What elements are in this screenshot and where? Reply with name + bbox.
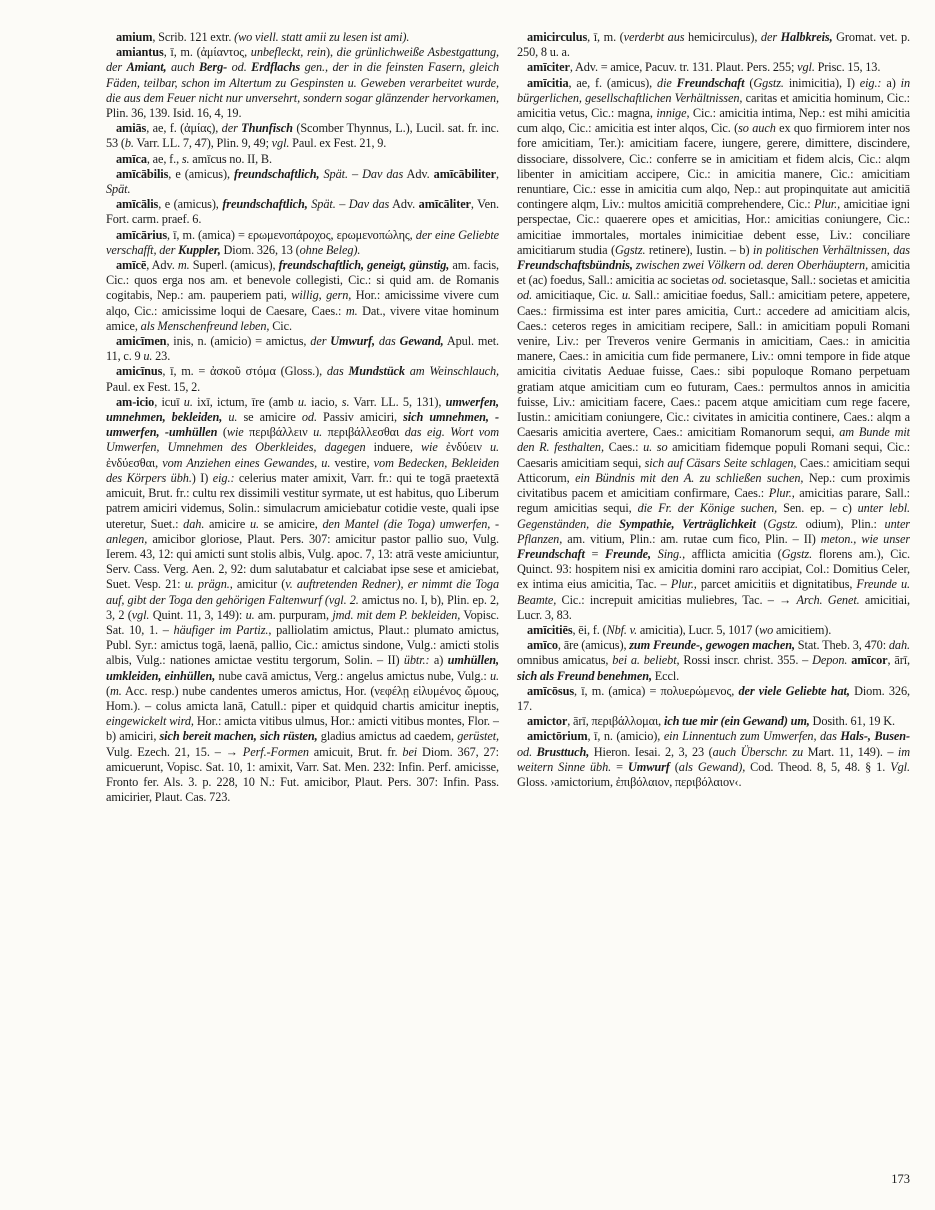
entry-text: od. [301, 410, 317, 425]
entry-text: nube cavā amictus, Verg.: angelus amictus nube, Vulg.: [215, 668, 490, 683]
entry-text: amicitiai, Lucr. 3, 83. [517, 592, 910, 622]
entry-text: Thunfisch [241, 121, 293, 136]
entry-text: auch Überschr. zu [712, 744, 804, 759]
entry-text: se amicire, [259, 516, 323, 531]
entry-text: der [221, 121, 242, 136]
headword: am-icio [116, 394, 155, 409]
dictionary-entry-amico [517, 638, 910, 684]
entry-text: u. [183, 394, 193, 409]
entry-text: Ggstz. [767, 516, 798, 531]
entry-text: zum Freunde-, gewogen machen, [629, 638, 795, 653]
entry-text: Dav das [362, 166, 404, 181]
entry-text: Mart. 11, 149). – [803, 744, 898, 759]
entry-text: verderbt aus [623, 30, 685, 44]
entry-text: odium), Plin.: [797, 516, 885, 531]
entry-text: wo [759, 622, 774, 637]
entry-text: dah. [183, 516, 205, 531]
entry-text: Prisc. 15, 13. [814, 60, 881, 75]
entry-text: Sall.: amicitiae foedus, Sall.: amicitiam petere, appetere, Caes.: firmissima est inter pares amicitia, Curt.: accedere ad amicitiam alcis, Caes.: ceteros reges in amicitiam recipere, Sall.: in amicitiam populi Romani venire, Liv.: per Treveros venire Germanis in amicitiam, Caes.: in amicitia manere, Caes.: in amicitia cum fide permanere, Liv.: omni tempore in fide atque amicitia civitatis Aeduae fuisse, Caes.: sibi populoque Romano perpetuam gratiam atque amicitiam cum eo futuram, Caes.: permultos annos in amicitia fuisse, Liv.: amicitiam facere, Caes.: pacem atque amicitiam cum rege facere, Iustin.: amicitiam coniungere, Cic.: civitates in amicitia continere, Caes.: alqm a Caesaris amicitia avertere, Caes.: amicitiam Romanorum sequi, [517, 288, 910, 440]
entry-text: Paul. ex Fest. 21, 9. [289, 136, 387, 151]
entry-text: Dat., vivere vitae hominum amice, [106, 303, 499, 333]
headword: amicīnus [116, 364, 163, 379]
entry-text: vgl. [131, 607, 150, 622]
headword: amictōrium [527, 729, 588, 744]
entry-text: der viele Geliebte hat, [738, 683, 850, 698]
dictionary-entry-am-icio [106, 395, 499, 805]
entry-text: inimicitia), I) [783, 75, 860, 90]
entry-text: (Scomber Thynnus, L.), Lucil. sat. fr. inc. 53 ( [106, 121, 499, 151]
entry-text: gladius amictus ad caedem, [317, 729, 458, 744]
entry-text: ohne Beleg). [299, 242, 361, 257]
entry-text: gerüstet, [457, 729, 499, 744]
entry-text: gen., der in die feinsten Fasern, gleich Fäden, teilbar, schon im Altertum zu Gespinsten u. Geweben verarbeitet wurde, die aus dem Feuer nicht nur unversehrt, sondern sogar glänzender hervorkamen, [106, 60, 499, 105]
entry-text: Halbkreis, [780, 30, 833, 44]
entry-text: Plur., [814, 197, 841, 212]
entry-text: amicibor gloriose, Plaut. Pers. 307: amicitur pastor pallio suo, Vulg. Ierem. 43, 12: qui amicti sunt stolis albis, Vulg. apoc. 7, 13: atrā veste amiciuntur, Serv. Cass. Verg. Aen. 2, 92: dum salutabatur et calciabat ipse sese et amiciebat, Suet. Vesp. 21: [106, 531, 499, 592]
headword: amīcōsus [527, 683, 575, 698]
entry-text: caritas et amicitia hominum, Cic.: amicitia vetus, Cic.: magna, [517, 90, 910, 121]
entry-text: u. [249, 516, 259, 531]
entry-text: der [760, 30, 781, 44]
entry-text: der [310, 334, 331, 349]
entry-text: willig, gern, [291, 288, 352, 303]
entry-text: Caes.: [603, 440, 644, 455]
entry-text: als Gewand), [678, 759, 746, 774]
entry-text: u. prägn., [184, 577, 233, 592]
entry-text: u. so [643, 440, 668, 455]
entry-text: ἐνδύεσθαι, [106, 455, 163, 470]
entry-text: u. [313, 425, 323, 440]
entry-text: amicitiaque, Cic. [532, 288, 622, 303]
entry-text: ἐνδύειν [437, 440, 490, 455]
entry-text: iacio, [306, 394, 342, 409]
entry-text: die grünlichweiße Asbestgattung, der [106, 45, 499, 75]
entry-text: am. purpuram, [254, 607, 333, 622]
entry-text: der eine Geliebte verschafft, der [106, 227, 499, 257]
entry-text: eig.: [859, 75, 882, 90]
entry-text: Cod. Theod. 8, 5, 48. § 1. [745, 759, 891, 774]
dictionary-entry-amicarius [106, 228, 499, 258]
entry-text: hemicirculus), [684, 30, 761, 44]
entry-text: Freunde, [604, 546, 651, 561]
entry-text: die Fr. der Könige suchen, [637, 501, 778, 516]
entry-text: Paul. ex Fest. 15, 2. [106, 379, 201, 394]
dictionary-entry-amictorium [517, 729, 910, 790]
entry-text: Kuppler, [178, 242, 221, 257]
entry-text: , ī, m. ( [587, 30, 624, 44]
entry-text: Hor.: amicissime vivere cum alqo, Cic.: amicissime loqui de Caesare, Caes.: [106, 288, 499, 318]
entry-text: Spät. [106, 182, 131, 197]
entry-text: so auch [738, 121, 776, 136]
right-text-column [517, 30, 910, 1180]
entry-text: Spät. [311, 197, 336, 212]
entry-text: Freundschaftsbündnis, [517, 258, 633, 273]
entry-text: Freundschaft [676, 75, 745, 90]
entry-text: Freunde u. Beamte, [517, 577, 910, 607]
entry-text: vom Anziehen eines Gewandes, [162, 455, 318, 470]
entry-text: Gloss. ›amictorium, ἐπιβόλαιον, περιβόλαιον‹. [517, 774, 742, 789]
entry-text: sich auf Cäsars Seite schlagen, [644, 455, 797, 470]
entry-text: od. [711, 273, 727, 288]
entry-text: , ī, m. = ἀσκοῦ στόμα (Gloss.), [162, 364, 327, 379]
entry-text: u. [321, 455, 331, 470]
entry-text: amicitiem). [773, 622, 832, 637]
entry-text: = [611, 759, 628, 774]
entry-text: u. [143, 349, 153, 364]
entry-text: ein Linnentuch zum Umwerfen, das [663, 729, 841, 744]
entry-text: a) [429, 653, 448, 668]
headword: amīcitia [527, 75, 569, 90]
entry-text: περιβάλλεσθαι [322, 425, 405, 440]
entry-text: meton., wie unser [820, 531, 910, 546]
entry-text: in politischen Verhältnissen, [752, 242, 890, 257]
entry-text: Acc. resp.) nube candentes umeros amictus, Hor. (νεφέλῃ εἰλυμένος ὤμους, Hom.). – colus amicta lanā, Catull.: piper et quidquid chartis amicitur ineptis, [106, 683, 499, 713]
entry-text: sich umnehmen, -umwerfen, -umhüllen [106, 410, 499, 440]
entry-text: s. [341, 394, 350, 409]
entry-text: Nbf. v. [606, 622, 638, 637]
entry-text: wie [226, 425, 244, 440]
entry-text: Quint. 11, 3, 149): [149, 607, 246, 622]
entry-text: amicire [204, 516, 250, 531]
headword: amīcārius [116, 227, 168, 242]
entry-text: , e (amicus), [158, 197, 223, 212]
entry-text: – [347, 166, 363, 181]
entry-text: , Adv. = amice, Pacuv. tr. 131. Plaut. Pers. 255; [569, 60, 798, 75]
entry-text: Caes.: amicitiam sequi Atticorum, [517, 455, 910, 485]
entry-text: zwischen zwei Völkern od. deren Oberhäuptern, [632, 258, 869, 273]
dictionary-entry-amicities [517, 623, 910, 638]
entry-text: amicitia), Lucr. 5, 1017 ( [637, 622, 760, 637]
entry-text: als Menschenfreund leben, [140, 318, 270, 333]
entry-text: unter Pflanzen, [517, 516, 910, 546]
entry-text: Umwurf, [330, 334, 376, 349]
dictionary-entry-amiantus [106, 45, 499, 121]
entry-text: Freundschaft [517, 546, 585, 561]
dictionary-entry-amicalis [106, 197, 499, 227]
entry-text: Varr. LL. 7, 47), Plin. 9, 49; [133, 136, 272, 151]
entry-text: ) I) [191, 470, 213, 485]
entry-text: Hals-, Busen- [840, 729, 910, 744]
entry-text: amicitiae igni perspectae, Cic.: quaerere opes et amicitias, Hor.: amicitias coniungere, Cic.: amicitiae immortales, mortales inimicitiae debent esse, Liv.: conciliare amicitiarum studia ( [517, 197, 910, 257]
entry-text: ( [755, 516, 768, 531]
entry-text: se amicire [237, 410, 302, 425]
entry-text: eingewickelt wird, [106, 714, 194, 729]
entry-text: Sympathie, Verträglichkeit [619, 516, 756, 531]
entry-text: – [335, 197, 349, 212]
entry-text: amicitias parare, Sall.: regum amicitias sequi, [517, 486, 910, 516]
entry-text: Eccl. [651, 668, 680, 683]
entry-text: amicitiam fidemque populi Romani sequi, Cic.: Caesaris amicitiam sequi, [517, 440, 910, 470]
entry-text: m. [345, 303, 358, 318]
entry-text: Passiv amiciri, [316, 410, 404, 425]
entry-text: Varr. LL. 5, 131), [349, 394, 446, 409]
entry-text: ein Bündnis mit den A. zu schließen suchen, [575, 470, 804, 485]
dictionary-entry-amice [106, 258, 499, 334]
entry-text: innige, [656, 106, 690, 121]
entry-text: in bürgerlichen, gesellschaftlichen Verhältnissen, [517, 75, 910, 105]
headword: amictor [527, 714, 568, 729]
entry-text: amīcus no. II, B. [189, 151, 272, 166]
entry-text: , ēi, f. ( [572, 622, 607, 637]
entry-text: , āre (amicus), [557, 638, 630, 653]
entry-text: afflicta amicitia ( [685, 546, 782, 561]
entry-text: Cic.: increpuit amicitias muliebres, Tac. – → [556, 592, 797, 607]
entry-text: b. [124, 136, 134, 151]
headword: amiās [116, 121, 147, 136]
entry-text: am. vitium, Plin.: am. rutae cum fico, Plin. – II) [562, 531, 821, 546]
entry-text: Cic. [269, 318, 292, 333]
entry-text: ex quo firmiorem inter nos fore amicitiam, Ter.): amicitiam facere, iungere, gerere, dimittere, discindere, dissociare, dissolvere, Cic.: conferre se in amicitiam et fidem alcis, Cic.: alqm libenter in amicitiam accipere, Cic.: in amicitia manere, Cic.: amicitiam renuntiare, Cic.: esse in amicitia cum alqo, Nep.: aut propinquitate aut amicitiā contingere alqm, Liv.: multos amicitiā comprehendere, Cic.: [517, 121, 910, 212]
entry-text: er nimmt die Toga auf, gibt der Toga den gehörigen Faltenwurf (vgl. 2. [106, 577, 499, 607]
entry-text: bei [402, 744, 418, 759]
entry-text: Amiant, [126, 60, 167, 75]
entry-text: im weitern Sinne übh. [517, 744, 910, 774]
dictionary-entry-amiciter [517, 60, 910, 75]
headword: amicirculus [527, 30, 588, 44]
entry-text: u. [489, 440, 499, 455]
page-number: 173 [891, 1172, 910, 1186]
entry-text: auch [166, 60, 199, 75]
entry-text: Berg- [198, 60, 228, 75]
headword: amīciter [527, 60, 570, 75]
entry-text: Gromat. vet. p. 250, 8 u. a. [517, 30, 910, 60]
entry-text: Stat. Theb. 3, 470: [794, 638, 889, 653]
entry-text: , ae, f. (amicus), [568, 75, 658, 90]
dictionary-entry-amium [106, 30, 499, 45]
entry-text: übtr.: [403, 653, 430, 668]
entry-text: ( [744, 75, 754, 90]
entry-text: u. [245, 607, 255, 622]
entry-text: ich tue mir (ein Gewand) um, [663, 714, 810, 729]
entry-text: ( [106, 683, 110, 698]
entry-text: , ārī, [887, 653, 910, 668]
entry-text: Cic.: amicitia intima, Nep.: est mihi amicitia cum alqo, Cic.: amicitia est inter alqos, Cic. ( [517, 106, 910, 136]
entry-text: vgl. [797, 60, 815, 75]
entry-text: m. [177, 258, 190, 273]
headword: amīcābiliter [433, 166, 496, 181]
entry-text: Adv. [389, 197, 419, 212]
entry-text: umhüllen, umkleiden, einhüllen, [106, 653, 499, 683]
entry-text: freundschaftlich, [234, 166, 320, 181]
entry-text: Dav das [348, 197, 390, 212]
entry-text: am. facis, Cic.: quos erga nos am. et benevole collegisti, Cic.: si quid am. de Romanis cogitabis, Nep.: am. pauperiem pati, [106, 258, 499, 303]
entry-text: das [326, 364, 349, 379]
entry-text: amicuit, Brut. fr. [308, 744, 403, 759]
entry-text: u. [489, 668, 499, 683]
entry-text: unter lebl. Gegenständen, die [517, 501, 910, 531]
entry-text: Gewand, [399, 334, 444, 349]
entry-text: freundschaftlich, geneigt, günstig, [278, 258, 450, 273]
entry-text: ( [217, 425, 227, 440]
entry-text: Arch. Genet. [796, 592, 860, 607]
headword: amīcālis [116, 197, 159, 212]
dictionary-entry-amicosus [517, 684, 910, 714]
dictionary-entry-amicimen [106, 334, 499, 364]
headword: amiantus [116, 45, 164, 60]
entry-text: m. [110, 683, 122, 698]
entry-text: , ae, f., [146, 151, 182, 166]
entry-text: Plin. 36, 139. Isid. 16, 4, 19. [106, 106, 242, 121]
entry-text: , e (amicus), [168, 166, 235, 181]
dictionary-entry-amictor [517, 714, 910, 729]
entry-text: ), [325, 45, 337, 60]
entry-text: Vgl. [890, 759, 910, 774]
entry-text: sich bereit machen, sich rüsten, [159, 729, 318, 744]
entry-text: Vulg. Ezech. 21, 15. – → [106, 744, 243, 759]
entry-text: sich als Freund benehmen, [517, 668, 652, 683]
headword: amīco [527, 638, 558, 653]
headword: amīcor [851, 653, 888, 668]
entry-text: , ī, m. (amica) = πολυερώμενος, [574, 683, 739, 698]
entry-text: Ggstz. [781, 546, 813, 561]
entry-text: parcet amicitiis et dignitatibus, [696, 577, 857, 592]
entry-text: , Adv. [146, 258, 178, 273]
entry-text: , [496, 166, 499, 181]
entry-text: , ī, m. (ἀμίαντος, [163, 45, 251, 60]
entry-text: = [584, 546, 605, 561]
dictionary-entry-amias [106, 121, 499, 151]
entry-text: celerius mater amixit, Varr. fr.: qui te togā praetextā amicuit, Brut. fr.: cultu rex dissimili vestitur syrmate, ut est habitus, quo Liberum patrem amiciri videmus, Solin.: simulacrum amiciebatur cotidie veste, quali ipse uteretur, Suet.: [106, 470, 499, 531]
entry-text: freundschaftlich, [222, 197, 308, 212]
entry-text: , ī, n. (amicio), [587, 729, 664, 744]
dictionary-entry-amicabilis [106, 167, 499, 197]
entry-text: vgl. [271, 136, 290, 151]
entry-text: Superl. (amicus), [189, 258, 279, 273]
headword: amīcitiēs [527, 622, 573, 637]
entry-text: florens am.), Cic. Quinct. 93: hospitem nisi ex amicitia domini raro accipiat, Col.: Domitius Celer, ex intima eius amicitia, Tac. – [517, 546, 910, 592]
entry-text: Perf.-Formen [242, 744, 309, 759]
entry-text: Umwurf [627, 759, 670, 774]
entry-text: das [893, 242, 910, 257]
entry-text: Nep.: cum proximis civitatibus pacem et amicitiam confirmare, Caes.: [517, 470, 910, 501]
entry-text: od. [517, 288, 533, 303]
entry-text: umwerfen, umnehmen, bekleiden, [106, 394, 499, 425]
entry-text: Hor.: amicta vitibus ulmus, Hor.: amicti vitibus montes, Flor. – b) amiciri, [106, 714, 499, 744]
entry-text: vom Bedecken, Bekleiden des Körpers übh. [106, 455, 499, 485]
entry-text: u. [621, 288, 631, 303]
entry-text: Rossi inscr. christ. 355. – [679, 653, 813, 668]
entry-text: Ggstz. [614, 242, 646, 257]
dictionary-entry-amicitia [517, 76, 910, 623]
entry-text: amicitia et (ac) foedus, Sall.: amicitia ac societas [517, 258, 910, 288]
entry-text: Diom. 326, 13 ( [220, 242, 300, 257]
left-text-column [106, 30, 499, 1180]
entry-text: Diom. 367, 27: amicuerunt, Vopisc. Sat. 10, 1: amixit, Varr. Sat. Men. 232: Infin. Perf. amicisse, Fronto fer. Als. 3. p. 228, 10 N.: Fut. amicibor, Plaut. Pers. 307: Infin. Pass. amicirier, Plaut. Cas. 723. [106, 744, 499, 805]
entry-text: , icuī [154, 394, 184, 409]
entry-text: ixī, ictum, īre (amb [192, 394, 298, 409]
entry-text: , ārī, περιβάλλομαι, [567, 714, 664, 729]
entry-text: das eig. Wort vom Umwerfen, Umnehmen des Oberkleides, dagegen [106, 425, 499, 455]
entry-text: palliolatim amictus, Plaut.: plumato amictus, Publ. Syr.: amictus togā, laenā, pallio, Cic.: amictus sindone, Vulg.: amicti stolis albis, Vulg.: nationes amictae vestitu tergorum, Solin. – II) [106, 622, 499, 668]
entry-text: ( [669, 759, 679, 774]
entry-text: , inis, n. (amicio) = amictus, [166, 334, 311, 349]
entry-text: Sing., [657, 546, 686, 561]
entry-text: , ae, f. (ἀμίας), [146, 121, 222, 136]
entry-text: 23. [152, 349, 171, 364]
entry-text: , Ven. Fort. carm. praef. 6. [106, 197, 499, 227]
dictionary-entry-amica [106, 152, 499, 167]
entry-text: (wo viell. statt amii zu lesen ist ami). [234, 30, 410, 44]
entry-text: Hieron. Iesai. 2, 3, 23 ( [589, 744, 713, 759]
entry-text: , ī, m. (amica) = ερωμενοπάροχος, ερωμενοπώλης, [167, 227, 416, 242]
entry-text: jmd. mit dem P. bekleiden, [332, 607, 461, 622]
entry-text: Ggstz. [753, 75, 784, 90]
dictionary-entry-amicinus [106, 364, 499, 394]
entry-text: am Weinschlauch, [404, 364, 499, 379]
entry-text [651, 547, 658, 561]
entry-text: u. [228, 410, 238, 425]
entry-text: Apul. met. 11, c. 9 [106, 334, 499, 364]
entry-text: Depon. [812, 653, 848, 668]
entry-text: den Mantel (die Toga) umwerfen, -anlegen, [106, 516, 499, 546]
headword: amīcē [116, 258, 147, 273]
entry-text: περιβάλλειν [243, 425, 314, 440]
entry-text: induere, [365, 440, 421, 455]
entry-text: die [657, 75, 677, 90]
entry-text: societasque, Sall.: societas et amicitia [726, 273, 910, 288]
entry-text: v. auftretenden Redner), [285, 577, 404, 592]
entry-text: Sen. ep. – c) [777, 501, 858, 516]
entry-text: Brusttuch, [536, 744, 590, 759]
entry-text: häufiger im Partiz., [173, 622, 272, 637]
entry-text: wie [420, 440, 438, 455]
entry-text: amicitur ( [232, 577, 286, 592]
headword: amium [116, 30, 153, 44]
entry-text: das [378, 334, 400, 349]
entry-text: Dosith. 61, 19 K. [809, 714, 895, 729]
entry-text: vestire, [330, 455, 374, 470]
entry-text: am Bunde mit den R. festhalten, [517, 425, 910, 455]
entry-text: unbefleckt, rein [250, 45, 326, 60]
entry-text: Adv. [403, 166, 434, 181]
entry-text: Plur., [768, 486, 795, 501]
entry-text: omnibus amicatus, [517, 653, 613, 668]
entry-text: Vopisc. Sat. 10, 1. – [106, 607, 499, 637]
headword: amīcābilis [116, 166, 169, 181]
headword: amīcāliter [418, 197, 471, 212]
entry-text: Spät. [323, 166, 348, 181]
entry-text: Diom. 326, 17. [517, 683, 910, 713]
entry-text: Erdflachs [251, 60, 301, 75]
entry-text: Plur., [670, 577, 697, 592]
entry-text: u. [297, 394, 307, 409]
entry-text: Mundstück [348, 364, 405, 379]
entry-text: od. [517, 744, 537, 759]
entry-text: bei a. beliebt, [612, 653, 680, 668]
entry-text: eig.: [212, 470, 235, 485]
entry-text: retinere), Iustin. – b) [645, 242, 753, 257]
headword: amicīmen [116, 334, 167, 349]
entry-text: dah. [888, 638, 910, 653]
entry-text: amictus no. I, b), Plin. ep. 2, 3, 2 ( [106, 592, 499, 622]
entry-text: od. [227, 60, 252, 75]
headword: amīca [116, 151, 147, 166]
entry-text: a) [881, 75, 901, 90]
entry-text: s. [181, 151, 190, 166]
entry-text: , Scrib. 121 extr. [152, 30, 235, 44]
dictionary-entry-amicirculus [517, 30, 910, 60]
